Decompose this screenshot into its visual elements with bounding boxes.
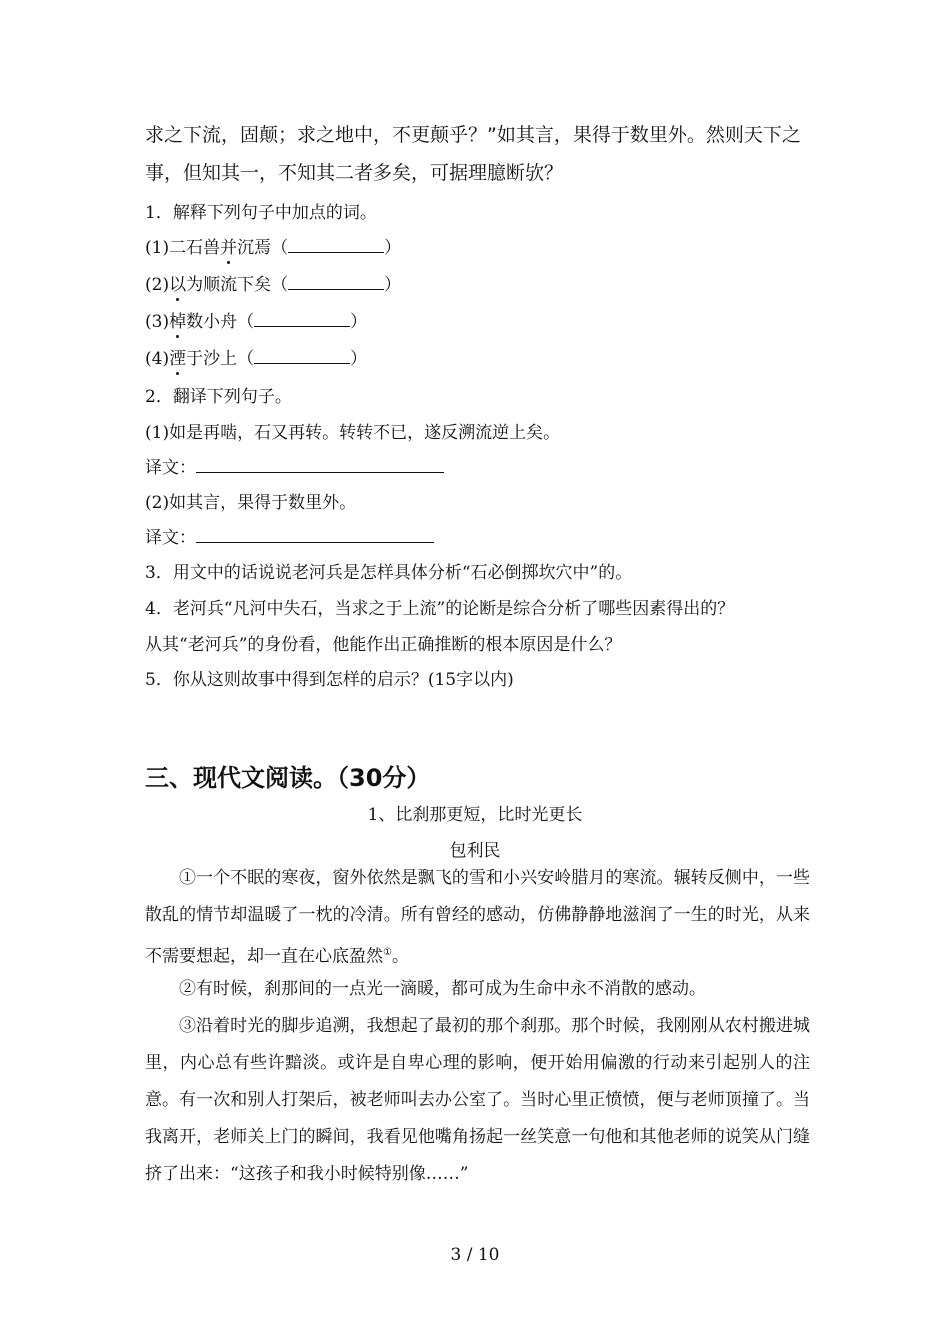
item-close: ）: [384, 238, 402, 258]
answer-blank[interactable]: [254, 349, 350, 364]
question-2-title: 2．翻译下列句子。: [145, 387, 292, 407]
item-prefix: (4): [145, 349, 170, 369]
answer-blank[interactable]: [288, 238, 384, 253]
translation-label: 译文：: [145, 528, 196, 548]
item-close: ）: [350, 312, 368, 332]
paragraph-1-end: 。: [391, 946, 409, 967]
translation-row-2: [145, 523, 434, 548]
answer-blank[interactable]: [288, 275, 384, 290]
dotted-word: 以: [169, 270, 186, 295]
question-1-item-1: [145, 233, 401, 258]
question-2-sentence-1: (1)如是再啮，石又再转。转转不已，遂反溯流逆上矣。: [145, 423, 561, 443]
question-5: 5．你从这则故事中得到怎样的启示？(15字以内): [145, 670, 514, 690]
translation-label: 译文：: [145, 458, 196, 478]
passage-line-2: 事，但知其一，不知其二者多矣，可据理臆断欤？: [145, 162, 564, 184]
item-close: ）: [350, 349, 368, 369]
item-prefix: (2): [145, 275, 170, 295]
passage-line-1: 求之下流，固颠；求之地中，不更颠乎？”如其言，果得于数里外。然则天下之: [145, 124, 801, 146]
translation-blank[interactable]: [196, 528, 434, 543]
translation-row-1: [145, 453, 444, 478]
item-text: 为顺流下矣（: [186, 275, 289, 295]
article-author: 包利民: [449, 841, 501, 861]
translation-blank[interactable]: [196, 458, 444, 473]
question-1-title: 1．解释下列句子中加点的词。: [145, 203, 377, 223]
paragraph-3: ③沿着时光的脚步追溯，我想起了最初的那个刹那。那个时候，我刚刚从农村搬进城里，内心总有些许黯淡。或许是自卑心理的影响，便开始用偏激的行动来引起别人的注意。有一次和别人打架后，被老师叫去办公室了。当时心里正愤愤，便与老师顶撞了。当我离开，老师关上门的瞬间，我看见他嘴角扬起一丝笑意一句他和其他老师的说笑从门缝挤了出来：“这孩子和我小时候特别像……”: [145, 1016, 810, 1184]
item-text: 沉焉（: [237, 238, 289, 258]
item-prefix: (3): [145, 312, 170, 332]
answer-blank[interactable]: [254, 312, 350, 327]
section-heading: 三、现代文阅读。（30分）: [145, 764, 431, 792]
footnote-marker: ①: [383, 947, 392, 958]
paragraph-2: ②有时候，刹那间的一点光一滴暖，都可成为生命中永不消散的感动。: [179, 979, 706, 999]
dotted-word: 并: [220, 233, 237, 258]
item-close: ）: [384, 275, 402, 295]
dotted-word: 湮: [169, 344, 186, 369]
question-4-line-2: 从其“老河兵”的身份看，他能作出正确推断的根本原因是什么？: [145, 635, 622, 655]
item-text: 数小舟（: [186, 312, 255, 332]
item-prefix: (1)二石兽: [145, 238, 221, 258]
question-4-line-1: 4．老河兵“凡河中失石，当求之于上流”的论断是综合分析了哪些因素得出的？: [145, 599, 735, 619]
dotted-word: 棹: [169, 307, 186, 332]
question-1-item-2: [145, 270, 401, 295]
article-title: 1、比刹那更短，比时光更长: [367, 805, 583, 825]
page-number: 3 / 10: [450, 1245, 500, 1265]
question-2-sentence-2: (2)如其言，果得于数里外。: [145, 493, 357, 513]
question-3: 3．用文中的话说说老河兵是怎样具体分析“石必倒掷坎穴中”的。: [145, 563, 633, 583]
paragraph-1: [145, 860, 810, 976]
question-1-item-4: [145, 344, 367, 369]
question-1-item-3: [145, 307, 367, 332]
paragraph-1-text: ①一个不眠的寒夜，窗外依然是飘飞的雪和小兴安岭腊月的寒流。辗转反侧中，一些散乱的情节却温暖了一枕的冷清。所有曾经的感动，仿佛静静地滋润了一生的时光，从来不需要想起，却一直在心底盈然: [145, 868, 810, 967]
item-text: 于沙上（: [186, 349, 255, 369]
